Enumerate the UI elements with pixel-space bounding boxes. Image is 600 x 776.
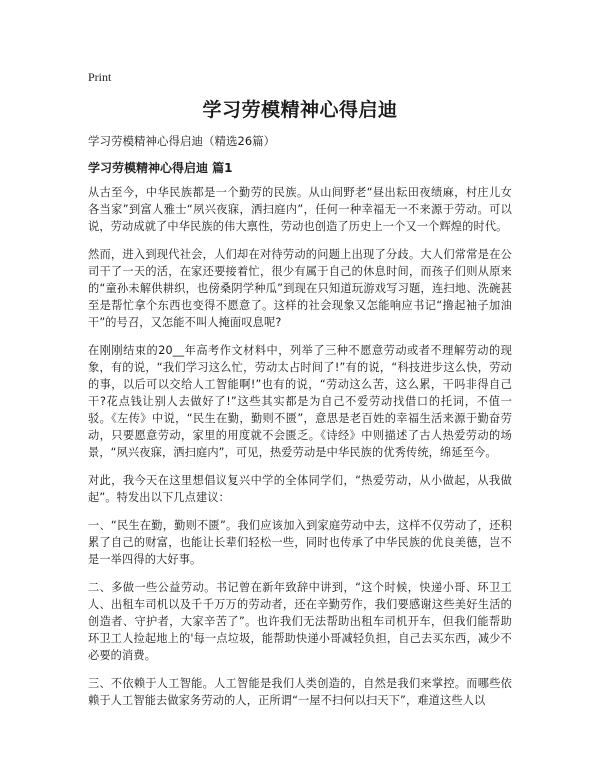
paragraph: 一、“民生在勤，勤则不匮”。我们应该加入到家庭劳动中去，这样不仅劳动了，还积累了自己的财富，也能让长辈们轻松一些，同时也传承了中华民族的优良美德，岂不是一举四得的大好事。	[88, 519, 512, 566]
paragraph: 对此，我今天在这里想倡议复兴中学的全体同学们，“热爱劳动，从小做起，从我做起”。特发出以下几点建议：	[88, 474, 512, 504]
paragraph: 在刚刚结束的20__年高考作文材料中，列举了三种不愿意劳动或者不理解劳动的现象，有的说，“我们学习这么忙，劳动太占时间了!”有的说，“科技进步这么快，劳动的事，以后可以交给人工智能啊!”也有的说，“劳动这么苦，这么累，干吗非得自己干?花点钱让别人去做好了!”这些其实都是为自己不爱劳动找借口的托词，不值一驳。《左传》中说，“民生在勤，勤则不匮”，意思是老百姓的幸福生活来源于勤奋劳动，只要愿意劳动，家里的用度就不会匮乏。《诗经》中则描述了古人热爱劳动的场景，“夙兴夜寐，洒扫庭内”，可见，热爱劳动是中华民族的优秀传统，绵延至今。	[88, 344, 512, 459]
paragraph: 三、不依赖于人工智能。人工智能是我们人类创造的，自然是我们来掌控。而哪些依赖于人工智能去做家务劳动的人，正所谓“一屋不扫何以扫天下”，难道这些人以	[88, 677, 512, 707]
document-subtitle: 学习劳模精神心得启迪（精选26篇）	[88, 134, 276, 148]
document-title: 学习劳模精神心得启迪	[202, 99, 398, 121]
paragraph: 从古至今，中华民族都是一个勤劳的民族。从山间野老“昼出耘田夜绩麻，村庄儿女各当家”到富人雅士“夙兴夜寐，洒扫庭内”，任何一种幸福无一不来源于劳动。可以说，劳动成就了中华民族的伟大禀性，劳动也创造了历史上一个又一个辉煌的时代。	[88, 186, 512, 233]
article-body	[88, 184, 512, 720]
print-link[interactable]: Print	[88, 70, 112, 84]
paragraph: 二、多做一些公益劳动。书记曾在新年致辞中讲到，“这个时候，快递小哥、环卫工人、出租车司机以及千千万万的劳动者，还在辛勤劳作，我们要感谢这些美好生活的创造者、守护者，大家辛苦了”。也许我们无法帮助出租车司机开车，但我们能帮助环卫工人捡起地上的'每一点垃圾，能帮助快递小哥减轻负担，自己去买东西，减少不必要的消费。	[88, 581, 512, 662]
section-heading: 学习劳模精神心得启迪 篇1	[88, 161, 233, 175]
paragraph: 然而，进入到现代社会，人们却在对待劳动的问题上出现了分歧。大人们常常是在公司干了一天的活，在家还要接着忙，很少有属于自己的休息时间，而孩子们则从原来的“童孙未解供耕织，也傍桑阴学种瓜”到现在只知道玩游戏写习题，连扫地、洗碗甚至是帮忙拿个东西也变得不愿意了。这样的社会现象又怎能响应书记“撸起袖子加油干”的号召，又怎能不叫人掩面叹息呢?	[88, 248, 512, 329]
